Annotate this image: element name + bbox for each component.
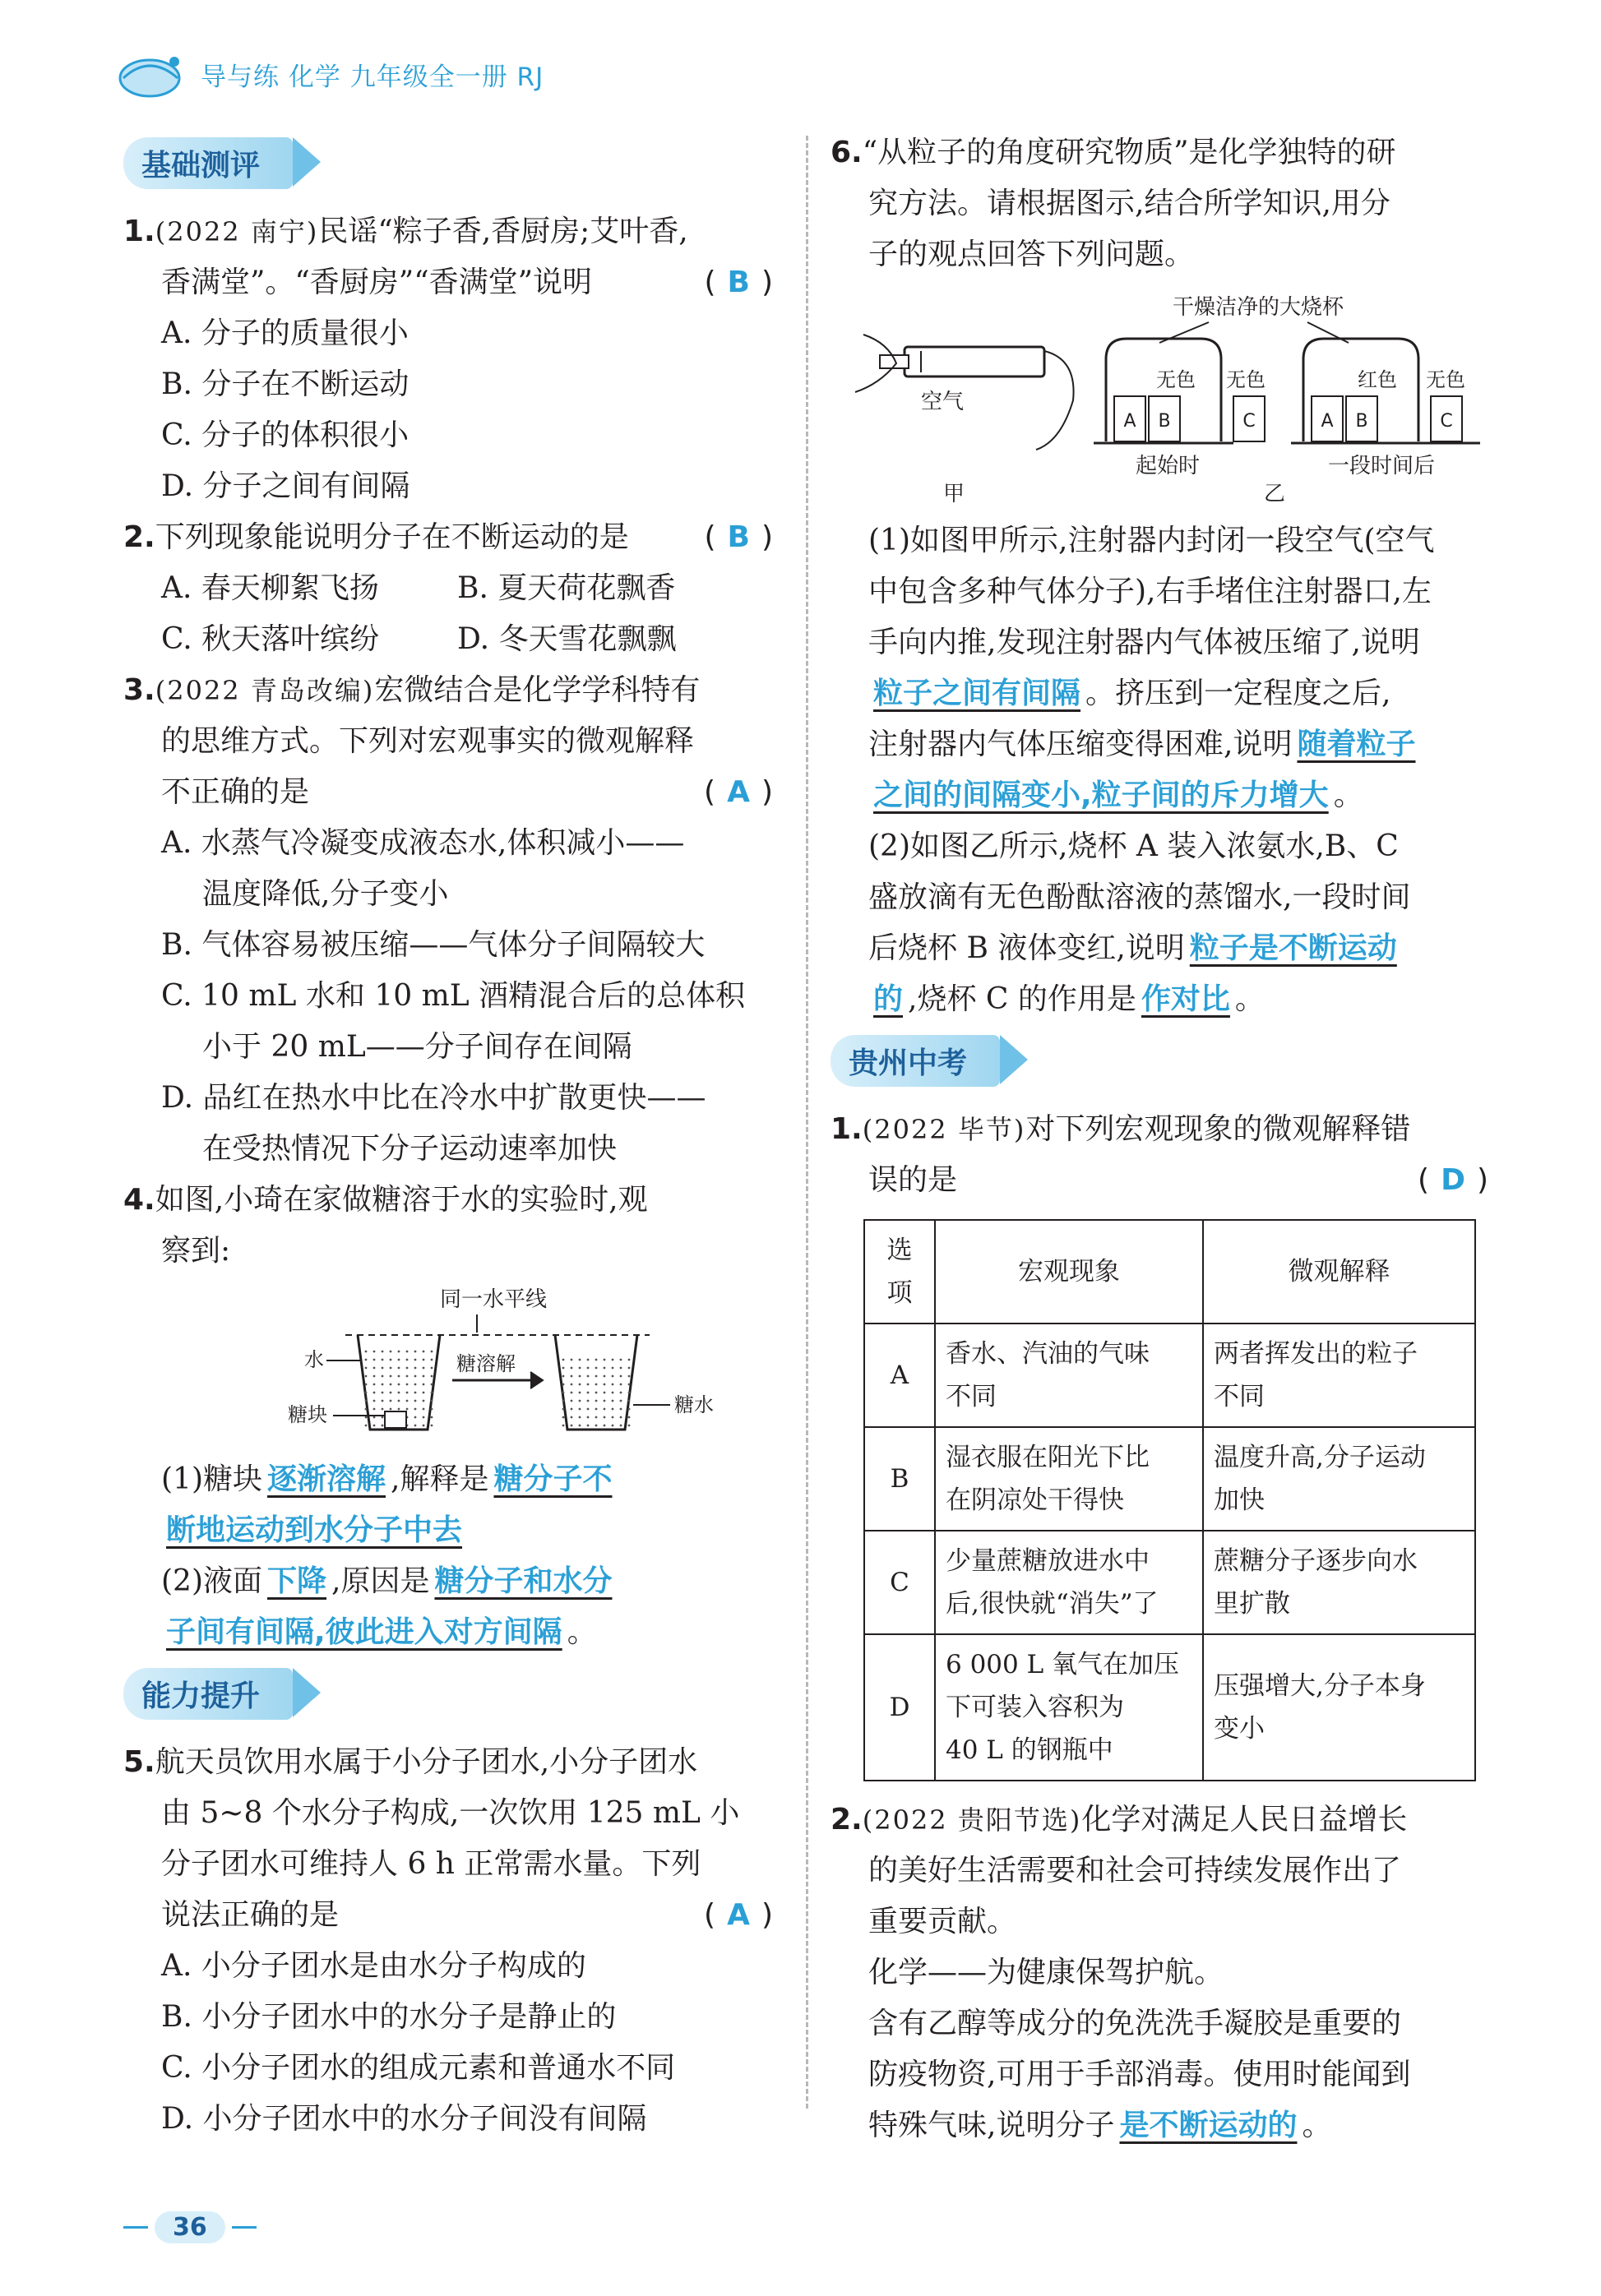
label-b: B [1355, 411, 1368, 432]
question-stem: 重要贡献。 [868, 1905, 1017, 1938]
question-stem: 的美好生活需要和社会可持续发展作出了 [868, 1854, 1402, 1887]
page-header [123, 45, 544, 103]
section-title: 贵州中考 [831, 1035, 1000, 1087]
cell-line: 里扩散 [1214, 1589, 1290, 1619]
answer-fill: 是不断运动的 [1119, 2109, 1298, 2142]
question-source: (2022 毕节) [862, 1114, 1026, 1145]
label-a: A [1321, 411, 1334, 432]
option-d: D. 分子之间有间隔 [161, 469, 410, 503]
punctuation: 。 [1333, 778, 1363, 812]
fig-label-later: 一段时间后 [1327, 454, 1436, 478]
answer-fill: 逐渐溶解 [267, 1462, 386, 1496]
option-d: D. 品红在热水中比在冷水中扩散更快—— [161, 1081, 706, 1115]
option-b: B. 分子在不断运动 [161, 367, 410, 401]
question-text: 防疫物资,可用于手部消毒。使用时能闻到 [868, 2058, 1411, 2091]
section-guizhou [831, 1032, 1488, 1089]
answer-fill: 之间的间隔变小,粒子间的斥力增大 [873, 778, 1329, 812]
option-a: A. 春天柳絮飞扬 [161, 571, 379, 605]
sugar-cube [385, 1411, 406, 1428]
question-2 [123, 512, 773, 665]
table-row [864, 1324, 1475, 1427]
answer-box: ( B ) [704, 520, 773, 554]
fig-label-jia: 甲 [942, 482, 965, 506]
question-source: (2022 南宁) [155, 216, 319, 247]
answer-letter: A [727, 1898, 750, 1932]
guizhou-question-1 [831, 1104, 1488, 1781]
question-4 [123, 1175, 773, 1658]
question-5 [123, 1737, 773, 2145]
question-1 [123, 206, 773, 512]
table-row [864, 1531, 1475, 1634]
answer-fill: 下降 [267, 1564, 327, 1598]
right-column [831, 127, 1488, 2151]
answer-fill: 随着粒子 [1297, 728, 1416, 761]
sub-question: 盛放滴有无色酚酞溶液的蒸馏水,一段时间 [868, 880, 1411, 914]
table-cell [935, 1634, 1203, 1781]
question-number: 3. [123, 673, 155, 707]
answer-fill: 的 [873, 982, 904, 1016]
cell-line: 压强增大,分子本身 [1214, 1671, 1426, 1701]
sub-question: (2)液面 [161, 1564, 262, 1598]
cell-line: 变小 [1214, 1714, 1265, 1744]
sub-question: ,烧杯 C 的作用是 [908, 982, 1136, 1016]
sub-question: (2)如图乙所示,烧杯 A 装入浓氨水,B、C [868, 829, 1399, 863]
answer-box: ( B ) [704, 266, 773, 299]
option-c-cont: 小于 20 mL——分子间存在间隔 [202, 1030, 632, 1064]
label-c: C [1440, 411, 1453, 432]
section-title: 能力提升 [123, 1668, 293, 1720]
guizhou-question-2 [831, 1795, 1488, 2151]
section-title: 基础测评 [123, 137, 293, 189]
sub-question: (1)如图甲所示,注射器内封闭一段空气(空气 [868, 524, 1435, 557]
question-stem: 由 5~8 个水分子构成,一次饮用 125 mL 小 [161, 1796, 740, 1830]
question-6 [831, 127, 1488, 1025]
question-number: 2. [831, 1803, 863, 1836]
question-stem: 分子团水可维持人 6 h 正常需水量。下列 [161, 1847, 701, 1881]
question-stem: 如图,小琦在家做糖溶于水的实验时,观 [155, 1183, 648, 1217]
fig-label-sugar-block: 糖块 [288, 1403, 327, 1426]
option-c: C. 分子的体积很小 [161, 418, 410, 452]
left-column [123, 127, 773, 2145]
cell-line: 下可装入容积为 [946, 1693, 1124, 1722]
section-basic [123, 134, 773, 192]
punctuation: 。 [1234, 982, 1265, 1016]
cell-line: 不同 [946, 1382, 997, 1411]
label-b: B [1158, 411, 1171, 432]
question-stem: 航天员饮用水属于小分子团水,小分子团水 [155, 1745, 698, 1779]
question-stem: 对下列宏观现象的微观解释错 [1025, 1112, 1411, 1146]
option-a: A. 小分子团水是由水分子构成的 [161, 1949, 586, 1983]
answer-fill: 粒子之间有间隔 [873, 677, 1081, 710]
question-stem: “从粒子的角度研究物质”是化学独特的研 [862, 136, 1396, 169]
table-cell: A [864, 1324, 935, 1427]
question-text: 含有乙醇等成分的免洗洗手凝胶是重要的 [868, 2007, 1402, 2040]
sub-question: ,解释是 [391, 1462, 489, 1496]
question-number: 4. [123, 1183, 155, 1217]
fig-label-start: 起始时 [1135, 454, 1201, 478]
table-header: 微观解释 [1203, 1220, 1475, 1324]
fig-label-air: 空气 [921, 390, 965, 414]
sugar-dissolve-figure [123, 1282, 773, 1449]
table-cell [1203, 1427, 1475, 1531]
table-cell [1203, 1324, 1475, 1427]
water-right [561, 1356, 632, 1428]
answer-box: ( A ) [704, 775, 773, 809]
table-cell [935, 1324, 1203, 1427]
cell-line: 蔗糖分子逐步向水 [1214, 1546, 1418, 1576]
label-c: C [1242, 411, 1256, 432]
fig-label-top: 同一水平线 [439, 1287, 548, 1312]
option-c: C. 小分子团水的组成元素和普通水不同 [161, 2051, 676, 2085]
page-number [123, 2211, 257, 2243]
label-color-1: 无色 [1156, 368, 1196, 391]
page-number-dash [123, 2226, 148, 2229]
table-cell [1203, 1531, 1475, 1634]
answer-fill: 断地运动到水分子中去 [166, 1513, 463, 1547]
answer-letter: B [727, 520, 750, 554]
question-number: 1. [831, 1112, 863, 1146]
table-header: 宏观现象 [935, 1220, 1203, 1324]
question-stem: 说法正确的是 [161, 1898, 340, 1932]
answer-letter: D [1441, 1163, 1465, 1197]
answer-box: ( D ) [1418, 1163, 1488, 1197]
cell-line: 在阴凉处干得快 [946, 1485, 1124, 1515]
answer-fill: 糖分子不 [493, 1462, 613, 1496]
label-color-3: 红色 [1358, 368, 1397, 391]
question-stem: 不正确的是 [161, 775, 310, 809]
question-stem: 究方法。请根据图示,结合所学知识,用分 [868, 187, 1390, 220]
table-cell [1203, 1634, 1475, 1781]
punctuation: 。 [1302, 2109, 1332, 2142]
question-stem: 宏微结合是化学学科特有 [374, 673, 701, 707]
syringe-icon [855, 335, 1074, 450]
table-cell [935, 1531, 1203, 1634]
answer-fill: 粒子是不断运动 [1189, 931, 1397, 965]
answer-fill: 作对比 [1141, 982, 1230, 1016]
question-stem: 子的观点回答下列问题。 [868, 238, 1195, 271]
cell-line: 加快 [1214, 1485, 1265, 1515]
arrow-icon [530, 1372, 543, 1388]
question-text: 特殊气味,说明分子 [868, 2109, 1115, 2142]
option-d-cont: 在受热情况下分子运动速率加快 [202, 1132, 618, 1166]
option-a-cont: 温度降低,分子变小 [202, 877, 449, 911]
answer-box: ( A ) [704, 1898, 773, 1932]
table-cell: D [864, 1634, 935, 1781]
cell-line: 两者挥发出的粒子 [1214, 1339, 1418, 1369]
answer-letter: A [727, 775, 750, 809]
label-color-2: 无色 [1226, 368, 1266, 391]
sub-question: (1)糖块 [161, 1462, 262, 1496]
question-stem: 下列现象能说明分子在不断运动的是 [155, 520, 629, 554]
option-a: A. 水蒸气冷凝变成液态水,体积减小—— [161, 826, 685, 860]
section-ability [123, 1665, 773, 1722]
fig-label-top: 干燥洁净的大烧杯 [1172, 295, 1344, 320]
question-stem: 误的是 [868, 1163, 958, 1197]
book-title: 导与练 化学 九年级全一册 RJ [201, 62, 544, 92]
answer-fill: 糖分子和水分 [434, 1564, 613, 1598]
option-d: D. 冬天雪花飘飘 [457, 622, 677, 656]
fig-label-water: 水 [304, 1348, 324, 1371]
fig-label-sugar-water: 糖水 [674, 1393, 714, 1416]
column-divider [806, 136, 808, 2109]
table-header: 选项 [864, 1220, 935, 1324]
option-b: B. 小分子团水中的水分子是静止的 [161, 2000, 617, 2034]
option-b: B. 气体容易被压缩——气体分子间隔较大 [161, 928, 706, 962]
cell-line: 香水、汽油的气味 [946, 1339, 1150, 1369]
cell-line: 不同 [1214, 1382, 1265, 1411]
label-color-4: 无色 [1426, 368, 1465, 391]
sub-question: 后烧杯 B 液体变红,说明 [868, 931, 1185, 965]
question-3 [123, 665, 773, 1175]
explanation-table [863, 1219, 1476, 1781]
option-d: D. 小分子团水中的水分子间没有间隔 [161, 2102, 647, 2136]
table-row [864, 1427, 1475, 1531]
page-number-dash [232, 2226, 257, 2229]
cell-line: 少量蔗糖放进水中 [946, 1546, 1150, 1576]
table-row [864, 1634, 1475, 1781]
clam-logo-icon [115, 45, 189, 103]
label-a: A [1123, 411, 1136, 432]
fig-label-dissolve: 糖溶解 [456, 1352, 516, 1375]
sub-question: 手向内推,发现注射器内气体被压缩了,说明 [868, 626, 1420, 659]
option-a: A. 分子的质量很小 [161, 316, 409, 350]
option-c: C. 秋天落叶缤纷 [161, 622, 380, 656]
question-stem: 香满堂”。“香厨房”“香满堂”说明 [161, 266, 593, 299]
question-stem: 的思维方式。下列对宏观事实的微观解释 [161, 724, 695, 758]
cell-line: 温度升高,分子运动 [1214, 1443, 1426, 1472]
table-header-row [864, 1220, 1475, 1324]
experiment-figure [831, 285, 1488, 510]
answer-letter: B [727, 266, 750, 299]
cell-line: 湿衣服在阳光下比 [946, 1443, 1150, 1472]
question-number: 1. [123, 215, 155, 248]
punctuation: 。 [567, 1615, 597, 1649]
sub-question: 注射器内气体压缩变得困难,说明 [868, 728, 1293, 761]
table-cell [935, 1427, 1203, 1531]
cell-line: 6 000 L 氧气在加压 [946, 1650, 1180, 1679]
cell-line: 40 L 的钢瓶中 [946, 1735, 1113, 1765]
sub-question: 中包含多种气体分子),右手堵住注射器口,左 [868, 575, 1432, 608]
table-cell: C [864, 1531, 935, 1634]
option-c: C. 10 mL 水和 10 mL 酒精混合后的总体积 [161, 979, 746, 1013]
question-source: (2022 青岛改编) [155, 675, 375, 706]
sub-question: 。挤压到一定程度之后, [1085, 677, 1391, 710]
question-number: 6. [831, 136, 863, 169]
question-stem: 化学对满足人民日益增长 [1081, 1803, 1408, 1836]
option-b: B. 夏天荷花飘香 [457, 571, 676, 605]
cell-line: 后,很快就“消失”了 [946, 1589, 1159, 1619]
question-number: 5. [123, 1745, 155, 1779]
sub-question: ,原因是 [331, 1564, 430, 1598]
question-stem: 民谣“粽子香,香厨房;艾叶香, [318, 215, 688, 248]
answer-fill: 子间有间隔,彼此进入对方间隔 [166, 1615, 562, 1649]
page-number-text: 36 [155, 2211, 225, 2243]
question-text: 化学——为健康保驾护航。 [868, 1956, 1224, 1989]
question-source: (2022 贵阳节选) [862, 1804, 1082, 1836]
question-number: 2. [123, 520, 155, 554]
question-stem: 察到: [161, 1234, 231, 1268]
table-cell: B [864, 1427, 935, 1531]
fig-label-yi: 乙 [1263, 482, 1286, 506]
